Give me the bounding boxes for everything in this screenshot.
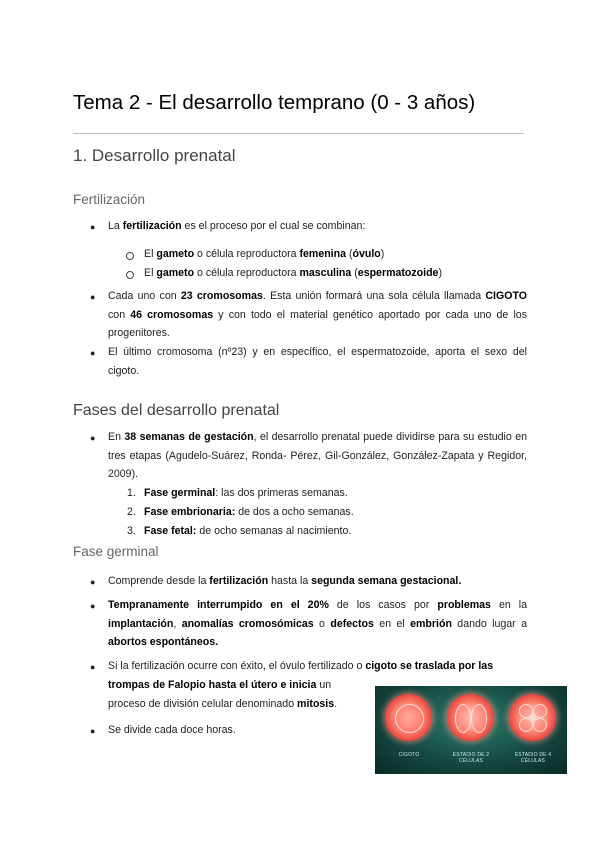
bullet-icon: ● xyxy=(90,577,96,587)
zygote-nucleus xyxy=(395,704,424,733)
bullet-icon: ● xyxy=(90,433,96,443)
four-cell-stage xyxy=(509,694,556,741)
zygote-cell xyxy=(385,694,432,741)
figure-caption: ESTADIO DE 2 CÉLULAS xyxy=(452,752,490,764)
list-item: El gameto o célula reproductora femenina (óvulo) xyxy=(144,248,385,260)
subheading-germinal: Fase germinal xyxy=(73,544,159,559)
list-item: Tempranamente interrumpido en el 20% de los casos por problemas en la implantación, anomalías cromosómicas o defectos en el embrión dando lugar a abortos espontáneos. xyxy=(108,599,528,649)
list-number: 2. xyxy=(127,506,136,518)
page-title: Tema 2 - El desarrollo temprano (0 - 3 años) xyxy=(73,91,476,114)
blastomere xyxy=(471,704,487,733)
circle-bullet-icon xyxy=(126,271,134,279)
list-item-continuation: trompas de Falopio hasta el útero e inicia un xyxy=(108,679,332,691)
bullet-icon: ● xyxy=(90,662,96,672)
bullet-icon: ● xyxy=(90,348,96,358)
subheading-fases: Fases del desarrollo prenatal xyxy=(73,402,280,419)
blastomere xyxy=(519,704,533,718)
list-item: Se divide cada doce horas. xyxy=(108,724,236,736)
circle-bullet-icon xyxy=(126,252,134,260)
list-item: Comprende desde la fertilización hasta la segunda semana gestacional. xyxy=(108,575,462,587)
bullet-icon: ● xyxy=(90,292,96,302)
list-item: El último cromosoma (nº23) y en específico, el espermatozoide, aporta el sexo del cigoto. xyxy=(108,346,527,377)
bullet-icon: ● xyxy=(90,222,96,232)
figure-caption: ESTADIO DE 4 CÉLULAS xyxy=(514,752,552,764)
list-item: La fertilización es el proceso por el cual se combinan: xyxy=(108,220,366,232)
list-item-continuation: proceso de división celular denominado mitosis. xyxy=(108,698,338,710)
list-number: 3. xyxy=(127,525,136,537)
blastomere xyxy=(533,718,547,732)
title-divider xyxy=(73,133,524,134)
list-item: Si la fertilización ocurre con éxito, el óvulo fertilizado o cigoto se traslada por las xyxy=(108,660,494,672)
list-item: Fase germinal: las dos primeras semanas. xyxy=(144,487,348,499)
subheading-fertilizacion: Fertilización xyxy=(73,192,146,207)
two-cell-stage xyxy=(447,694,494,741)
blastomere xyxy=(455,704,471,733)
figure-caption: CIGOTO xyxy=(398,752,420,758)
list-item: El gameto o célula reproductora masculina (espermatozoide) xyxy=(144,267,442,279)
bullet-icon: ● xyxy=(90,601,96,611)
list-number: 1. xyxy=(127,487,136,499)
list-item: En 38 semanas de gestación, el desarrollo prenatal puede dividirse para su estudio en tres etapas (Agudelo-Suárez, Ronda- Pérez, Gil-González, González-Zapata y Regidor, 2009). xyxy=(108,431,527,481)
list-item: Fase fetal: de ocho semanas al nacimiento. xyxy=(144,525,352,537)
section-heading: 1. Desarrollo prenatal xyxy=(73,146,236,165)
blastomere xyxy=(533,704,547,718)
cell-division-figure xyxy=(375,686,567,774)
list-item: Fase embrionaria: de dos a ocho semanas. xyxy=(144,506,354,518)
list-item: Cada uno con 23 cromosomas. Esta unión formará una sola célula llamada CIGOTO con 46 cromosomas y con todo el material genético aportado por cada uno de los progenitores. xyxy=(108,290,528,340)
bullet-icon: ● xyxy=(90,726,96,736)
blastomere xyxy=(519,718,533,732)
